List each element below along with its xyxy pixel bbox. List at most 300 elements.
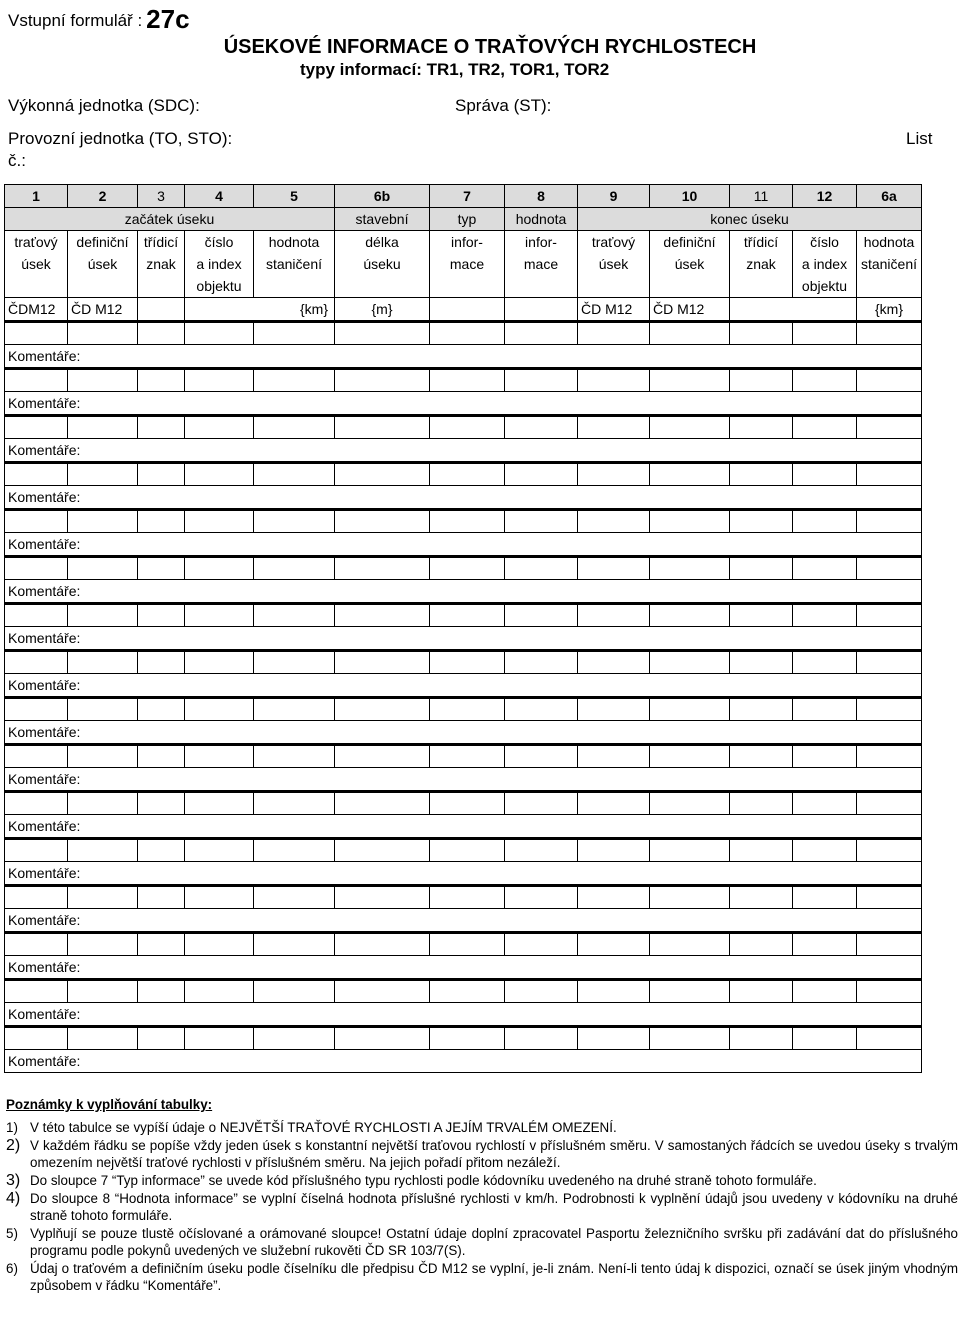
entry-cell[interactable] xyxy=(650,792,730,815)
entry-cell[interactable] xyxy=(68,369,138,392)
entry-cell[interactable] xyxy=(650,698,730,721)
entry-cell[interactable] xyxy=(505,698,578,721)
note-text: Údaj o traťovém a definičním úseku podle číselníku dle předpisu ČD M12 se vyplní, je-li znám. Není-li tento údaj k dispozici, označí se úsek jiným vhodným způsobem v řádku “Komentáře”. xyxy=(30,1261,958,1293)
entry-cell[interactable] xyxy=(68,1027,138,1050)
column-label-line: hodnota xyxy=(863,234,915,250)
entry-cell[interactable] xyxy=(730,322,793,345)
note-text: V této tabulce se vypíší údaje o NEJVĚTŠÍ TRAŤOVÉ RYCHLOSTI A JEJÍM TRVALÉM OMEZENÍ. xyxy=(30,1120,617,1135)
entry-cell[interactable] xyxy=(68,322,138,345)
entry-cell[interactable] xyxy=(5,463,68,486)
entry-cell[interactable] xyxy=(578,886,650,909)
entry-cell[interactable] xyxy=(138,839,185,862)
entry-cell[interactable] xyxy=(505,745,578,768)
entry-cell[interactable] xyxy=(185,651,254,674)
entry-cell[interactable] xyxy=(335,745,430,768)
unit-cell xyxy=(730,298,857,322)
entry-cell[interactable] xyxy=(578,604,650,627)
entry-cell[interactable] xyxy=(857,322,922,345)
entry-cell[interactable] xyxy=(793,416,857,439)
comment-row xyxy=(5,674,922,698)
entry-cell[interactable] xyxy=(254,322,335,345)
entry-cell[interactable] xyxy=(335,651,430,674)
entry-cell[interactable] xyxy=(857,980,922,1003)
speed-table xyxy=(4,184,922,1073)
entry-cell[interactable] xyxy=(185,933,254,956)
entry-cell[interactable] xyxy=(505,322,578,345)
entry-cell[interactable] xyxy=(185,604,254,627)
comment-row xyxy=(5,533,922,557)
entry-cell[interactable] xyxy=(578,1027,650,1050)
entry-cell[interactable] xyxy=(650,604,730,627)
entry-cell[interactable] xyxy=(68,792,138,815)
entry-cell[interactable] xyxy=(578,416,650,439)
entry-cell[interactable] xyxy=(505,369,578,392)
entry-cell[interactable] xyxy=(578,792,650,815)
entry-cell[interactable] xyxy=(857,933,922,956)
entry-cell[interactable] xyxy=(138,933,185,956)
unit-row xyxy=(5,298,922,322)
entry-cell[interactable] xyxy=(185,322,254,345)
entry-cell[interactable] xyxy=(650,933,730,956)
column-label-line: hodnota xyxy=(268,234,320,250)
entry-cell[interactable] xyxy=(254,1027,335,1050)
entry-cell[interactable] xyxy=(254,698,335,721)
entry-cell[interactable] xyxy=(185,557,254,580)
entry-cell[interactable] xyxy=(857,463,922,486)
entry-cell[interactable] xyxy=(578,839,650,862)
entry-cell[interactable] xyxy=(505,604,578,627)
entry-cell[interactable] xyxy=(430,745,505,768)
entry-cell[interactable] xyxy=(5,557,68,580)
number-label: č.: xyxy=(8,151,26,170)
comment-row xyxy=(5,721,922,745)
column-label xyxy=(650,231,730,298)
comment-label: Komentáře: xyxy=(8,536,81,552)
entry-cell[interactable] xyxy=(505,886,578,909)
entry-cell[interactable] xyxy=(185,1027,254,1050)
unit-cell: ČD M12 xyxy=(650,298,730,322)
entry-cell[interactable] xyxy=(650,369,730,392)
entry-row xyxy=(5,933,922,956)
entry-row xyxy=(5,463,922,486)
entry-cell[interactable] xyxy=(430,1027,505,1050)
comment-cell[interactable] xyxy=(5,815,922,839)
entry-cell[interactable] xyxy=(793,698,857,721)
comment-cell[interactable] xyxy=(5,345,922,369)
entry-cell[interactable] xyxy=(505,933,578,956)
entry-cell[interactable] xyxy=(857,604,922,627)
entry-cell[interactable] xyxy=(793,1027,857,1050)
entry-cell[interactable] xyxy=(650,463,730,486)
entry-cell[interactable] xyxy=(650,510,730,533)
entry-cell[interactable] xyxy=(138,322,185,345)
entry-cell[interactable] xyxy=(730,557,793,580)
column-label-line: úseku xyxy=(363,256,401,272)
entry-cell[interactable] xyxy=(857,510,922,533)
entry-cell[interactable] xyxy=(793,933,857,956)
entry-cell[interactable] xyxy=(335,980,430,1003)
entry-cell[interactable] xyxy=(578,369,650,392)
entry-cell[interactable] xyxy=(430,322,505,345)
column-label-line xyxy=(430,275,504,297)
entry-cell[interactable] xyxy=(793,980,857,1003)
entry-cell[interactable] xyxy=(857,792,922,815)
entry-row xyxy=(5,886,922,909)
entry-cell[interactable] xyxy=(185,792,254,815)
entry-cell[interactable] xyxy=(650,557,730,580)
note-item xyxy=(6,1172,958,1189)
entry-cell[interactable] xyxy=(650,839,730,862)
entry-cell[interactable] xyxy=(335,322,430,345)
entry-cell[interactable] xyxy=(5,792,68,815)
column-label-line: a index xyxy=(196,256,242,272)
entry-cell[interactable] xyxy=(138,792,185,815)
entry-cell[interactable] xyxy=(68,839,138,862)
entry-cell[interactable] xyxy=(5,933,68,956)
entry-cell[interactable] xyxy=(857,651,922,674)
entry-cell[interactable] xyxy=(5,1027,68,1050)
comment-cell[interactable] xyxy=(5,1003,922,1027)
entry-cell[interactable] xyxy=(857,557,922,580)
column-label-line: infor- xyxy=(451,234,483,250)
entry-cell[interactable] xyxy=(138,1027,185,1050)
label-row xyxy=(5,231,922,298)
entry-cell[interactable] xyxy=(430,792,505,815)
entry-cell[interactable] xyxy=(430,839,505,862)
entry-cell[interactable] xyxy=(857,886,922,909)
entry-cell[interactable] xyxy=(730,980,793,1003)
entry-cell[interactable] xyxy=(185,416,254,439)
group-start: začátek úseku xyxy=(5,208,335,231)
entry-cell[interactable] xyxy=(793,792,857,815)
entry-cell[interactable] xyxy=(857,839,922,862)
entry-cell[interactable] xyxy=(335,369,430,392)
comment-cell[interactable] xyxy=(5,674,922,698)
entry-cell[interactable] xyxy=(505,416,578,439)
entry-cell[interactable] xyxy=(68,933,138,956)
entry-cell[interactable] xyxy=(138,698,185,721)
entry-cell[interactable] xyxy=(185,886,254,909)
entry-cell[interactable] xyxy=(730,510,793,533)
entry-cell[interactable] xyxy=(730,463,793,486)
entry-cell[interactable] xyxy=(793,510,857,533)
entry-cell[interactable] xyxy=(650,1027,730,1050)
comment-cell[interactable] xyxy=(5,627,922,651)
entry-cell[interactable] xyxy=(430,886,505,909)
entry-cell[interactable] xyxy=(335,839,430,862)
column-label-line: staničení xyxy=(860,256,918,272)
column-label xyxy=(68,231,138,298)
entry-row xyxy=(5,745,922,768)
comment-label: Komentáře: xyxy=(8,677,81,693)
entry-cell[interactable] xyxy=(185,839,254,862)
entry-cell[interactable] xyxy=(254,839,335,862)
comment-cell[interactable] xyxy=(5,439,922,463)
column-number: 8 xyxy=(505,185,578,208)
entry-row xyxy=(5,369,922,392)
entry-cell[interactable] xyxy=(730,933,793,956)
entry-row xyxy=(5,792,922,815)
comment-cell[interactable] xyxy=(5,486,922,510)
entry-cell[interactable] xyxy=(505,1027,578,1050)
entry-cell[interactable] xyxy=(578,651,650,674)
entry-cell[interactable] xyxy=(578,698,650,721)
entry-cell[interactable] xyxy=(505,651,578,674)
entry-cell[interactable] xyxy=(505,792,578,815)
entry-cell[interactable] xyxy=(793,745,857,768)
column-label xyxy=(730,231,793,298)
unit-cell: {m} xyxy=(335,298,430,322)
entry-cell[interactable] xyxy=(254,745,335,768)
entry-cell[interactable] xyxy=(254,980,335,1003)
entry-cell[interactable] xyxy=(138,463,185,486)
entry-cell[interactable] xyxy=(857,1027,922,1050)
entry-cell[interactable] xyxy=(650,745,730,768)
column-label-line: úsek xyxy=(21,256,51,272)
entry-cell[interactable] xyxy=(578,463,650,486)
entry-cell[interactable] xyxy=(730,651,793,674)
notes xyxy=(6,1096,958,1295)
entry-cell[interactable] xyxy=(5,745,68,768)
column-label-line: a index xyxy=(801,256,848,272)
entry-cell[interactable] xyxy=(857,416,922,439)
entry-cell[interactable] xyxy=(430,510,505,533)
entry-cell[interactable] xyxy=(857,698,922,721)
entry-cell[interactable] xyxy=(335,510,430,533)
entry-cell[interactable] xyxy=(254,557,335,580)
entry-cell[interactable] xyxy=(793,463,857,486)
entry-cell[interactable] xyxy=(793,839,857,862)
entry-cell[interactable] xyxy=(254,792,335,815)
comment-row xyxy=(5,345,922,369)
entry-cell[interactable] xyxy=(68,604,138,627)
comment-label: Komentáře: xyxy=(8,1006,81,1022)
group-value: hodnota xyxy=(505,208,578,231)
column-label-line xyxy=(138,275,184,297)
entry-row xyxy=(5,980,922,1003)
entry-row xyxy=(5,698,922,721)
entry-cell[interactable] xyxy=(68,557,138,580)
entry-cell[interactable] xyxy=(578,510,650,533)
entry-cell[interactable] xyxy=(857,745,922,768)
entry-cell[interactable] xyxy=(68,651,138,674)
entry-cell[interactable] xyxy=(138,369,185,392)
entry-cell[interactable] xyxy=(68,416,138,439)
entry-cell[interactable] xyxy=(430,980,505,1003)
column-label-line: mace xyxy=(449,256,485,272)
entry-cell[interactable] xyxy=(138,651,185,674)
entry-cell[interactable] xyxy=(578,933,650,956)
entry-cell[interactable] xyxy=(5,604,68,627)
column-label-line: číslo xyxy=(810,234,839,250)
comment-cell[interactable] xyxy=(5,862,922,886)
entry-cell[interactable] xyxy=(505,980,578,1003)
comment-cell[interactable] xyxy=(5,1050,922,1073)
entry-cell[interactable] xyxy=(5,839,68,862)
page-title: ÚSEKOVÉ INFORMACE O TRAŤOVÝCH RYCHLOSTECH xyxy=(223,36,757,58)
column-label-line: objektu xyxy=(801,278,848,294)
entry-cell[interactable] xyxy=(730,886,793,909)
entry-cell[interactable] xyxy=(185,463,254,486)
entry-cell[interactable] xyxy=(730,792,793,815)
entry-cell[interactable] xyxy=(793,557,857,580)
entry-cell[interactable] xyxy=(5,510,68,533)
entry-cell[interactable] xyxy=(335,933,430,956)
entry-cell[interactable] xyxy=(5,651,68,674)
entry-cell[interactable] xyxy=(730,416,793,439)
column-label-line xyxy=(335,275,429,297)
entry-cell[interactable] xyxy=(68,510,138,533)
entry-cell[interactable] xyxy=(430,369,505,392)
entry-cell[interactable] xyxy=(335,604,430,627)
entry-cell[interactable] xyxy=(335,463,430,486)
column-label-line: znak xyxy=(746,256,776,272)
comment-row xyxy=(5,815,922,839)
comment-label: Komentáře: xyxy=(8,489,81,505)
entry-cell[interactable] xyxy=(650,886,730,909)
entry-cell[interactable] xyxy=(185,510,254,533)
entry-cell[interactable] xyxy=(505,510,578,533)
comment-row xyxy=(5,768,922,792)
entry-cell[interactable] xyxy=(68,698,138,721)
entry-cell[interactable] xyxy=(5,416,68,439)
entry-cell[interactable] xyxy=(578,745,650,768)
entry-cell[interactable] xyxy=(68,886,138,909)
entry-cell[interactable] xyxy=(650,980,730,1003)
note-item xyxy=(6,1190,958,1224)
unit-cell: {km} xyxy=(185,298,335,322)
comment-cell[interactable] xyxy=(5,392,922,416)
entry-cell[interactable] xyxy=(430,557,505,580)
entry-cell[interactable] xyxy=(793,604,857,627)
entry-cell[interactable] xyxy=(254,416,335,439)
entry-cell[interactable] xyxy=(185,698,254,721)
column-label-line xyxy=(5,275,67,297)
column-number: 9 xyxy=(578,185,650,208)
entry-cell[interactable] xyxy=(793,369,857,392)
entry-cell[interactable] xyxy=(185,980,254,1003)
entry-cell[interactable] xyxy=(430,463,505,486)
column-number: 5 xyxy=(254,185,335,208)
comment-cell[interactable] xyxy=(5,533,922,557)
entry-cell[interactable] xyxy=(730,1027,793,1050)
entry-row xyxy=(5,839,922,862)
comment-label: Komentáře: xyxy=(8,959,81,975)
comment-cell[interactable] xyxy=(5,580,922,604)
entry-cell[interactable] xyxy=(793,322,857,345)
entry-cell[interactable] xyxy=(254,886,335,909)
note-text: Do sloupce 8 “Hodnota informace” se vyplní číselná hodnota příslušné rychlosti v km/h. Podrobnosti k vyplnění údajů jsou uvedeny v kódovníku na druhé straně tohoto formuláře. xyxy=(30,1191,958,1223)
comment-row xyxy=(5,392,922,416)
entry-cell[interactable] xyxy=(68,745,138,768)
entry-cell[interactable] xyxy=(254,604,335,627)
entry-cell[interactable] xyxy=(254,651,335,674)
entry-cell[interactable] xyxy=(185,745,254,768)
entry-cell[interactable] xyxy=(138,886,185,909)
entry-cell[interactable] xyxy=(185,369,254,392)
entry-cell[interactable] xyxy=(138,604,185,627)
entry-cell[interactable] xyxy=(578,557,650,580)
unit-cell xyxy=(505,298,578,322)
entry-cell[interactable] xyxy=(138,980,185,1003)
entry-cell[interactable] xyxy=(138,745,185,768)
entry-cell[interactable] xyxy=(5,886,68,909)
note-text: V každém řádku se popíše vždy jeden úsek s konstantní největší traťovou rychlostí v příslušném směru. V samostaných řádcích se uvedou úseky s trvalým omezením největší traťové rychlosti v příslušném směru. Na jejich pořadí přitom nezáleží. xyxy=(30,1138,958,1170)
comment-row xyxy=(5,580,922,604)
entry-cell[interactable] xyxy=(5,369,68,392)
entry-cell[interactable] xyxy=(730,745,793,768)
page-subtitle: typy informací: TR1, TR2, TOR1, TOR2 xyxy=(300,60,610,79)
note-number: 3) xyxy=(6,1172,21,1189)
entry-cell[interactable] xyxy=(505,463,578,486)
entry-cell[interactable] xyxy=(5,322,68,345)
unit-cell xyxy=(430,298,505,322)
entry-cell[interactable] xyxy=(650,651,730,674)
entry-cell[interactable] xyxy=(650,322,730,345)
column-label-line: úsek xyxy=(598,256,629,272)
column-label-line xyxy=(578,275,649,297)
entry-cell[interactable] xyxy=(254,510,335,533)
entry-cell[interactable] xyxy=(793,886,857,909)
column-label xyxy=(578,231,650,298)
entry-cell[interactable] xyxy=(730,604,793,627)
column-label-line: infor- xyxy=(525,234,557,250)
entry-cell[interactable] xyxy=(68,463,138,486)
entry-cell[interactable] xyxy=(138,557,185,580)
entry-row xyxy=(5,322,922,345)
entry-cell[interactable] xyxy=(430,416,505,439)
entry-cell[interactable] xyxy=(730,698,793,721)
entry-cell[interactable] xyxy=(793,651,857,674)
entry-cell[interactable] xyxy=(578,980,650,1003)
entry-cell[interactable] xyxy=(254,463,335,486)
entry-cell[interactable] xyxy=(138,510,185,533)
entry-cell[interactable] xyxy=(430,651,505,674)
comment-label: Komentáře: xyxy=(8,630,81,646)
entry-cell[interactable] xyxy=(857,369,922,392)
entry-cell[interactable] xyxy=(730,839,793,862)
entry-cell[interactable] xyxy=(578,322,650,345)
comment-cell[interactable] xyxy=(5,909,922,933)
entry-cell[interactable] xyxy=(730,369,793,392)
comment-cell[interactable] xyxy=(5,956,922,980)
entry-cell[interactable] xyxy=(138,416,185,439)
column-number: 6b xyxy=(335,185,430,208)
note-item xyxy=(6,1260,958,1294)
entry-cell[interactable] xyxy=(68,980,138,1003)
entry-cell[interactable] xyxy=(335,698,430,721)
entry-cell[interactable] xyxy=(430,933,505,956)
entry-cell[interactable] xyxy=(505,839,578,862)
entry-cell[interactable] xyxy=(335,557,430,580)
entry-cell[interactable] xyxy=(430,604,505,627)
entry-cell[interactable] xyxy=(335,792,430,815)
entry-cell[interactable] xyxy=(254,933,335,956)
entry-cell[interactable] xyxy=(430,698,505,721)
entry-cell[interactable] xyxy=(335,1027,430,1050)
comment-row xyxy=(5,862,922,886)
column-label-line: definiční xyxy=(76,234,129,250)
entry-cell[interactable] xyxy=(335,886,430,909)
comment-cell[interactable] xyxy=(5,768,922,792)
entry-cell[interactable] xyxy=(5,980,68,1003)
entry-cell[interactable] xyxy=(505,557,578,580)
entry-cell[interactable] xyxy=(650,416,730,439)
entry-cell[interactable] xyxy=(335,416,430,439)
entry-cell[interactable] xyxy=(5,698,68,721)
entry-cell[interactable] xyxy=(254,369,335,392)
comment-cell[interactable] xyxy=(5,721,922,745)
